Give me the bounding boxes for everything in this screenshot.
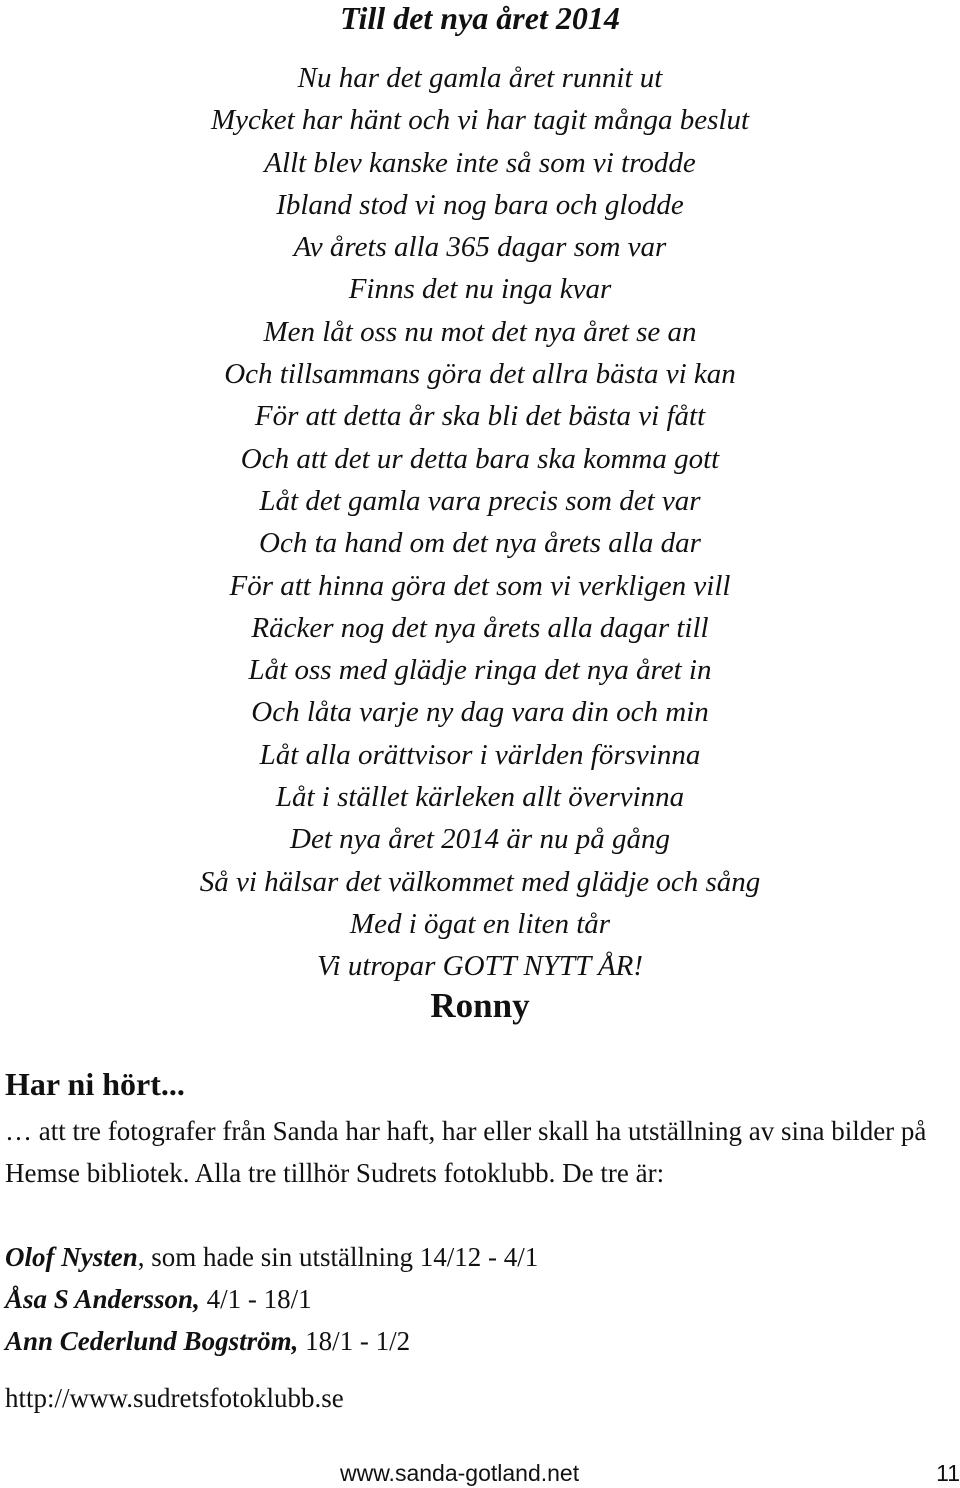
poem-line: Ibland stod vi nog bara och glodde	[276, 188, 684, 221]
poem-line: Med i ögat en liten tår	[349, 907, 611, 940]
page-number: 11	[936, 1460, 960, 1486]
poem-body	[0, 57, 960, 988]
poem-line: Låt oss med glädje ringa det nya året in	[248, 654, 712, 687]
poem-line: Räcker nog det nya årets alla dagar till	[251, 611, 709, 644]
poem-line: Mycket har hänt och vi har tagit många beslut	[210, 104, 749, 137]
footer-website: www.sanda-gotland.net	[340, 1460, 580, 1486]
poem-line: Finns det nu inga kvar	[348, 273, 612, 306]
poem-line: För att hinna göra det som vi verkligen vill	[229, 569, 731, 602]
news-paragraph: … att tre fotografer från Sanda har haft, har eller skall ha utställning av sina bilder på Hemse bibliotek. Alla tre tillhör Sudrets fotoklubb. De tre är:	[5, 1116, 927, 1188]
poem-title: Till det nya året 2014	[340, 0, 620, 36]
poem-signature: Ronny	[430, 986, 530, 1025]
photographer-item	[5, 1236, 538, 1278]
poem-line: Nu har det gamla året runnit ut	[297, 62, 663, 94]
photographer-dates: 4/1 - 18/1	[199, 1284, 312, 1314]
poem-line: Men låt oss nu mot det nya året se an	[263, 315, 697, 348]
photographer-item	[5, 1278, 538, 1320]
poem-line: Det nya året 2014 är nu på gång	[290, 823, 670, 856]
photographer-list	[5, 1236, 538, 1362]
poem-line: Låt i stället kärleken allt övervinna	[275, 781, 685, 814]
poem-line: Och ta hand om det nya årets alla dar	[259, 527, 701, 560]
photographer-item	[5, 1320, 538, 1362]
photographer-dates: , som hade sin utställning 14/12 - 4/1	[137, 1242, 539, 1272]
poem-line: För att detta år ska bli det bästa vi fått	[254, 400, 706, 433]
poem-line: Låt det gamla vara precis som det var	[259, 484, 701, 517]
photographer-name: Åsa S Andersson,	[5, 1284, 200, 1314]
photographer-dates: 18/1 - 1/2	[298, 1326, 411, 1356]
poem-line: Och låta varje ny dag vara din och min	[251, 696, 709, 729]
poem-line: Av årets alla 365 dagar som var	[293, 231, 667, 264]
fotoklubb-link[interactable]: http://www.sudretsfotoklubb.se	[5, 1383, 344, 1413]
photographer-name: Ann Cederlund Bogström,	[5, 1326, 299, 1356]
photographer-name: Olof Nysten	[5, 1242, 138, 1272]
section-heading: Har ni hört...	[5, 1066, 185, 1102]
poem-line: Låt alla orättvisor i världen försvinna	[259, 738, 701, 771]
poem-line: Allt blev kanske inte så som vi trodde	[264, 146, 696, 179]
poem-line: Och tillsammans göra det allra bästa vi kan	[224, 358, 736, 391]
poem-line: Så vi hälsar det välkommet med glädje och sång	[199, 865, 761, 898]
page-footer	[0, 1458, 960, 1488]
poem-line: Och att det ur detta bara ska komma gott	[240, 442, 720, 475]
poem-line: Vi utropar GOTT NYTT ÅR!	[316, 950, 644, 983]
